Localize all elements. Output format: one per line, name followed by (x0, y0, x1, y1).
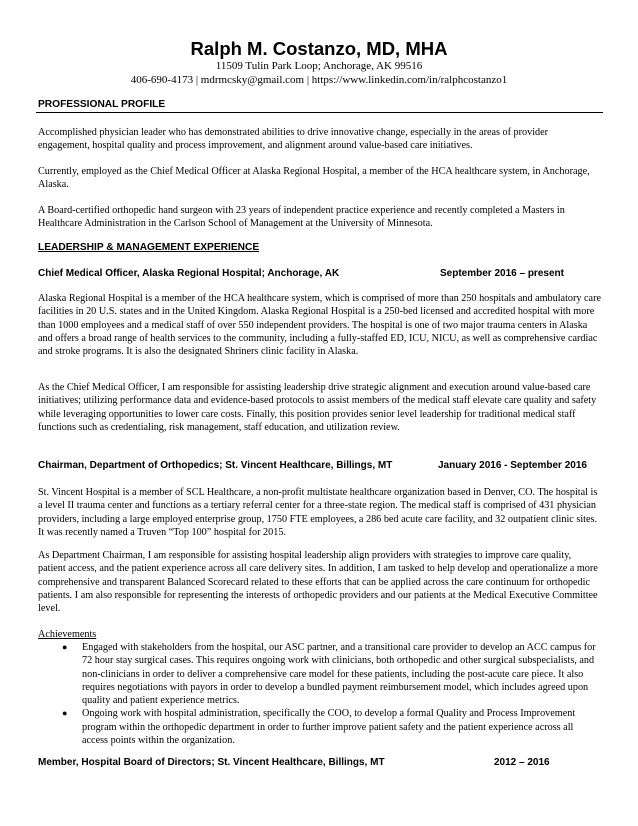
contact-line: 406-690-4173 | mdrmcsky@gmail.com | https://www.linkedin.com/in/ralphcostanzo1 (130, 74, 508, 86)
profile-paragraph-3: A Board-certified orthopedic hand surgeon with 23 years of independent practice experience and recently completed a Masters in Healthcare Administration in the Carlson School of Management at the University of Minnesota. (38, 205, 565, 230)
candidate-name: Ralph M. Costanzo, MD, MHA (190, 38, 448, 59)
list-item (38, 641, 601, 707)
experience-heading: LEADERSHIP & MANAGEMENT EXPERIENCE (38, 242, 260, 253)
achievement-text: Engaged with stakeholders from the hospital, our ASC partner, and a transitional care provider to develop an ACC campus for 72 hour stay surgical cases. This requires ongoing work with clinicians, both orthopedic and other surgical subspecialists, and non-clinicians in order to deliver a comprehensive care model for these patients, including the post-acute care piece. It also requires negotiations with payors in order to develop a bundled payment reimbursement model, which includes agreed upon quality and patient experience metrics. (82, 642, 596, 707)
job-cmo-dates: September 2016 – present (440, 268, 564, 279)
job-cmo-heading (38, 268, 601, 279)
job-board-heading (38, 757, 601, 768)
job-cmo-title: Chief Medical Officer, Alaska Regional Hospital; Anchorage, AK (38, 268, 340, 279)
profile-paragraph-2: Currently, employed as the Chief Medical Officer at Alaska Regional Hospital, a member of the HCA healthcare system, in Anchorage, Alaska. (38, 166, 590, 191)
job-chairman-paragraph-1: St. Vincent Hospital is a member of SCL Healthcare, a non-profit multistate healthcare organization based in Denver, CO. The hospital is a level II trauma center and functions as a tertiary referral center for a three-state region. The medical staff is comprised of 431 physician providers, including a large employed enterprise group, 1750 FTE employees, a 286 bed acute care facility, and 32 outpatient clinic sites. It was recently named a Truven “Top 100” hospital for 2015. (38, 487, 598, 538)
job-board-title: Member, Hospital Board of Directors; St. Vincent Healthcare, Billings, MT (38, 757, 385, 768)
profile-heading: PROFESSIONAL PROFILE (38, 99, 166, 110)
bullet-icon: ● (62, 708, 68, 719)
achievements-list (38, 641, 601, 747)
job-chairman-dates: January 2016 - September 2016 (438, 460, 587, 471)
job-chairman-title: Chairman, Department of Orthopedics; St. Vincent Healthcare, Billings, MT (38, 460, 393, 471)
achievement-text: Ongoing work with hospital administration, specifically the COO, to develop a formal Quality and Process Improvement program within the orthopedic department in order to further improve patient safety and the patient experience across all access points within the organization. (82, 708, 576, 747)
bullet-icon: ● (62, 642, 68, 652)
job-cmo-paragraph-2: As the Chief Medical Officer, I am responsible for assisting leadership drive strategic alignment and execution around value-based care initiatives; utilizing performance data and evidence-based protocols to assist members of the medical staff elevate care quality and safety while leveraging opportunities to lower care costs. Finally, this position provides senior level leadership for traditional medical staff functions such as credentialing, risk management, staff education, and utilization review. (38, 382, 597, 433)
job-chairman-paragraph-2: As Department Chairman, I am responsible for assisting hospital leadership align providers with strategies to improve care quality, patient access, and the patient experience across all care delivery sites. In addition, I am tasked to help develop and operationalize a more comprehensive and transparent Balanced Scorecard related to these efforts that can be applied across the care continuum for orthopedic patients. I am also responsible for representing the interests of orthopedic providers and our patients at the Medical Executive Committee level. (38, 550, 598, 615)
job-board-dates: 2012 – 2016 (494, 757, 550, 768)
list-item (38, 707, 601, 747)
achievements-label: Achievements (38, 629, 97, 640)
job-cmo-paragraph-1: Alaska Regional Hospital is a member of the HCA healthcare system, which is comprised of more than 250 hospitals and ambulatory care facilities in 20 U.S. states and in the United Kingdom. Alaska Regional Hospital is a 250-bed licensed and accredited hospital with more than 1000 employees and a medical staff of over 550 independent providers. The hospital is one of two major trauma centers in Alaska and offers a broad range of health services to the community, including a fully-staffed ED, ICU, NICU, as well as comprehensive cardiac and stroke programs. It is also the designated Shriners clinic facility in Alaska. (38, 293, 601, 358)
profile-paragraph-1: Accomplished physician leader who has demonstrated abilities to drive innovative change, especially in the areas of provider engagement, hospital quality and process improvement, and alignment around value-based care initiatives. (38, 127, 549, 152)
job-chairman-heading (38, 460, 601, 471)
heading-rule (36, 112, 603, 113)
address-line: 11509 Tulin Park Loop; Anchorage, AK 99516 (215, 60, 423, 72)
